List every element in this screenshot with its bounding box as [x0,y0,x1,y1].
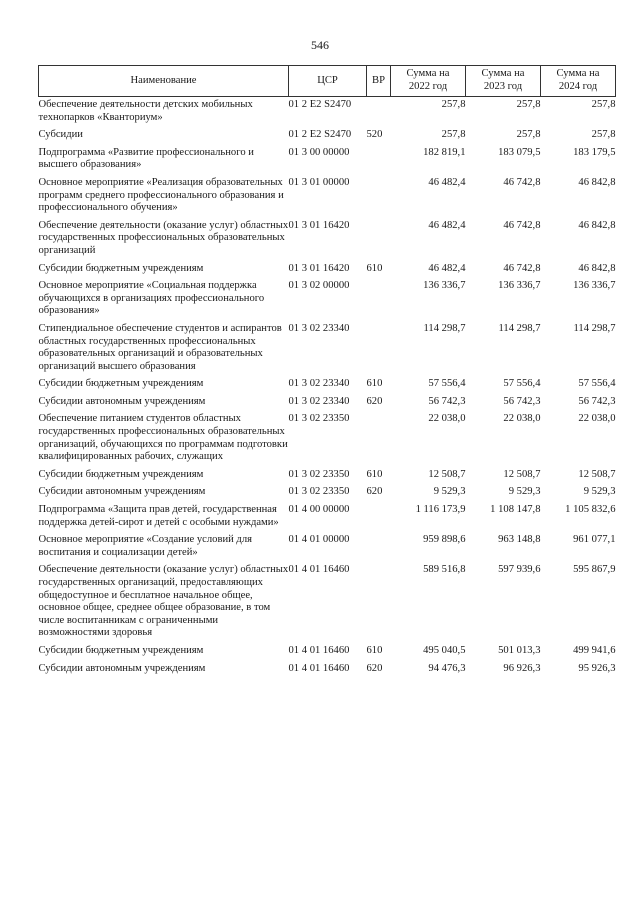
row-amount-2022: 56 742,3 [428,395,466,407]
header-2022-line2: 2022 год [408,81,448,92]
row-vr: 620 [366,662,383,674]
row-vr: 610 [366,644,383,656]
row-name: Субсидии бюджетным учреждениям [38,644,204,656]
row-name: Субсидии бюджетным учреждениям [38,468,204,480]
row-amount-2023: 12 508,7 [503,468,541,480]
table-row [39,278,616,321]
row-amount-2023: 183 079,5 [498,146,541,158]
table-header [39,66,616,97]
row-amount-2024: 46 842,8 [578,176,616,188]
row-amount-2024: 595 867,9 [573,564,616,576]
row-amount-2024: 22 038,0 [578,413,616,425]
row-name: Основное мероприятие «Создание условий для воспитания и социализации детей» [38,534,252,558]
row-amount-2022: 22 038,0 [428,413,466,425]
row-amount-2022: 46 482,4 [428,219,466,231]
row-name: Обеспечение деятельности детских мобильных технопарков «Кванториум» [38,99,253,123]
row-amount-2024: 114 298,7 [573,322,616,334]
row-amount-2023: 597 939,6 [498,564,541,576]
header-2022-line1: Сумма на [406,68,450,80]
row-amount-2024: 57 556,4 [578,378,616,390]
row-amount-2023: 46 742,8 [503,262,541,274]
row-amount-2023: 257,8 [516,129,541,141]
row-vr: 610 [366,378,383,390]
row-amount-2024: 46 842,8 [578,262,616,274]
table-row [39,145,616,175]
row-vr [367,411,391,466]
row-vr [367,532,391,562]
table-row [39,175,616,218]
budget-table [38,65,616,678]
row-name: Подпрограмма «Развитие профессионального и высшего образования» [38,146,254,171]
table-row [39,97,616,128]
row-amount-2022: 495 040,5 [423,644,466,656]
row-name: Стипендиальное обеспечение студентов и аспирантов областных государственных профессиональных образовательных организаций и образовательных организаций высшего образования [38,322,282,372]
row-csr: 01 3 00 00000 [288,146,350,158]
table-row [39,467,616,485]
row-amount-2023: 57 556,4 [503,378,541,390]
page-number: 546 [311,38,329,52]
row-csr: 01 3 02 23350 [288,468,350,480]
row-amount-2023: 9 529,3 [508,486,541,498]
row-name: Подпрограмма «Защита прав детей, государственная поддержка детей-сирот и детей с особыми нуждами» [38,504,279,528]
table-row [39,261,616,279]
row-name: Обеспечение питанием студентов областных государственных профессиональных образовательных организаций, обучающихся по программам подготовки квалифицированных рабочих, служащих [38,413,288,463]
header-2023-line2: 2023 год [483,81,523,92]
row-name: Субсидии автономным учреждениям [38,395,206,407]
row-amount-2024: 961 077,1 [573,534,616,546]
header-2023 [466,66,541,97]
row-amount-2024: 1 105 832,6 [565,504,616,516]
row-amount-2022: 182 819,1 [423,146,466,158]
table-row [39,376,616,394]
row-csr: 01 3 02 00000 [288,280,350,292]
header-2024 [541,66,616,97]
row-name: Обеспечение деятельности (оказание услуг) областных государственных профессиональных образовательных организаций [38,219,289,256]
row-csr: 01 2 E2 S2470 [288,129,352,141]
row-vr [367,175,391,218]
row-csr: 01 3 01 16420 [288,262,350,274]
row-amount-2024: 95 926,3 [578,662,616,674]
row-amount-2022: 57 556,4 [428,378,466,390]
table-row [39,321,616,376]
row-amount-2022: 959 898,6 [423,534,466,546]
table-row [39,562,616,643]
table-row [39,502,616,532]
table-row [39,218,616,261]
row-amount-2023: 1 108 147,8 [490,504,541,516]
row-amount-2024: 46 842,8 [578,219,616,231]
row-amount-2022: 589 516,8 [423,564,466,576]
row-amount-2023: 114 298,7 [498,322,541,334]
row-csr: 01 2 E2 S2470 [288,99,352,110]
table-row [39,643,616,661]
row-csr: 01 3 01 00000 [288,176,350,188]
row-vr: 610 [366,468,383,480]
row-vr: 610 [366,262,383,274]
row-csr: 01 4 00 00000 [288,504,350,516]
row-csr: 01 3 02 23340 [288,395,350,407]
row-csr: 01 3 01 16420 [288,219,350,231]
header-2022 [391,66,466,97]
row-amount-2024: 499 941,6 [573,644,616,656]
row-amount-2023: 136 336,7 [498,280,541,292]
row-amount-2023: 963 148,8 [498,534,541,546]
row-vr [367,97,391,128]
header-vr: ВР [367,66,391,97]
row-amount-2022: 114 298,7 [423,322,466,334]
row-amount-2022: 46 482,4 [428,262,466,274]
row-csr: 01 3 02 23340 [288,378,350,390]
table-row [39,394,616,412]
row-amount-2024: 183 179,5 [573,146,616,158]
row-amount-2023: 56 742,3 [503,395,541,407]
row-vr [367,321,391,376]
row-csr: 01 4 01 16460 [288,564,350,576]
row-vr [367,145,391,175]
row-vr: 620 [366,395,383,407]
row-amount-2022: 136 336,7 [423,280,466,292]
table-body [39,97,616,679]
row-vr [367,502,391,532]
row-amount-2022: 94 476,3 [428,662,466,674]
row-name: Основное мероприятие «Реализация образовательных программ среднего профессионального образования и профессионального обучения» [38,176,284,214]
row-name: Субсидии автономным учреждениям [38,486,206,498]
row-csr: 01 3 02 23340 [288,322,350,334]
row-vr: 620 [366,486,383,498]
row-amount-2022: 12 508,7 [428,468,466,480]
header-csr: ЦСР [289,66,367,97]
row-csr: 01 4 01 16460 [288,644,350,656]
row-name: Основное мероприятие «Социальная поддержка обучающихся в организациях профессионального образования» [38,280,265,317]
table-row [39,661,616,679]
row-amount-2023: 257,8 [516,99,541,110]
header-name: Наименование [39,66,289,97]
row-amount-2022: 9 529,3 [433,486,466,498]
row-amount-2024: 257,8 [591,99,616,110]
row-amount-2024: 257,8 [591,129,616,141]
row-name: Субсидии бюджетным учреждениям [38,262,204,274]
row-amount-2023: 501 013,3 [498,644,541,656]
row-amount-2024: 136 336,7 [573,280,616,292]
row-amount-2024: 56 742,3 [578,395,616,407]
table-row [39,411,616,466]
row-amount-2024: 12 508,7 [578,468,616,480]
row-vr [367,562,391,643]
row-amount-2022: 257,8 [441,99,466,110]
row-name: Обеспечение деятельности (оказание услуг) областных государственных организаций, предоставляющих общедоступное и бесплатное начальное общее, основное общее, среднее общее образование, в том числе воспитанникам с ограниченными возможностями здоровья [38,564,289,639]
row-amount-2022: 257,8 [441,129,466,141]
row-csr: 01 3 02 23350 [288,486,350,498]
row-vr [367,218,391,261]
row-vr: 520 [366,129,383,141]
row-amount-2023: 46 742,8 [503,219,541,231]
row-csr: 01 3 02 23350 [288,413,350,425]
row-name: Субсидии автономным учреждениям [38,662,206,674]
row-amount-2023: 96 926,3 [503,662,541,674]
row-vr [367,278,391,321]
header-2024-line2: 2024 год [558,81,598,92]
table-row [39,532,616,562]
row-amount-2022: 1 116 173,9 [415,504,466,516]
header-2023-line1: Сумма на [481,68,525,80]
table-row [39,484,616,502]
row-amount-2023: 46 742,8 [503,176,541,188]
row-amount-2022: 46 482,4 [428,176,466,188]
row-amount-2023: 22 038,0 [503,413,541,425]
table-row [39,127,616,145]
row-amount-2024: 9 529,3 [583,486,616,498]
row-name: Субсидии бюджетным учреждениям [38,378,204,390]
header-2024-line1: Сумма на [556,68,600,80]
row-csr: 01 4 01 16460 [288,662,350,674]
row-name: Субсидии [38,129,83,141]
row-csr: 01 4 01 00000 [288,534,350,546]
